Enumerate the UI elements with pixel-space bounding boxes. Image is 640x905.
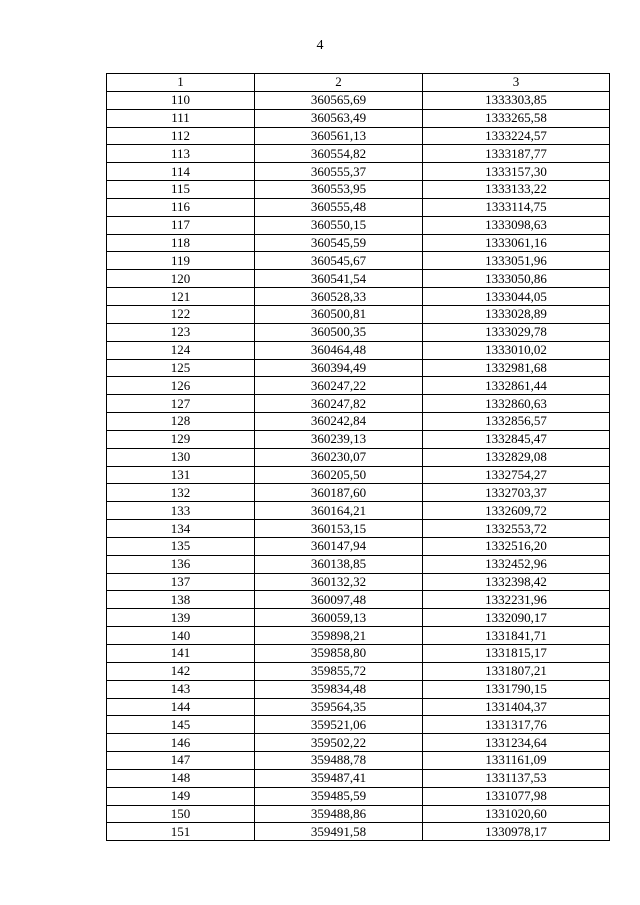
table-row [107, 502, 610, 520]
column-header-3: 3 [423, 74, 610, 92]
table-body [107, 91, 610, 840]
coordinate-x-cell: 360550,15 [255, 216, 423, 234]
table-row [107, 769, 610, 787]
coordinate-y-cell: 1331790,15 [423, 680, 610, 698]
coordinate-y-cell: 1332452,96 [423, 555, 610, 573]
coordinate-x-cell: 360545,67 [255, 252, 423, 270]
coordinate-x-cell: 360242,84 [255, 413, 423, 431]
coordinate-y-cell: 1332829,08 [423, 448, 610, 466]
table-row [107, 341, 610, 359]
point-number-cell: 144 [107, 698, 255, 716]
coordinate-x-cell: 360147,94 [255, 537, 423, 555]
table-row [107, 484, 610, 502]
coordinate-y-cell: 1331317,76 [423, 716, 610, 734]
table-row [107, 91, 610, 109]
coordinate-x-cell: 360205,50 [255, 466, 423, 484]
coordinate-y-cell: 1331815,17 [423, 645, 610, 663]
coordinate-x-cell: 360553,95 [255, 181, 423, 199]
point-number-cell: 125 [107, 359, 255, 377]
point-number-cell: 126 [107, 377, 255, 395]
coordinate-y-cell: 1332398,42 [423, 573, 610, 591]
coordinate-x-cell: 360554,82 [255, 145, 423, 163]
coordinate-y-cell: 1333050,86 [423, 270, 610, 288]
table-row [107, 734, 610, 752]
point-number-cell: 133 [107, 502, 255, 520]
coordinate-y-cell: 1332981,68 [423, 359, 610, 377]
coordinate-y-cell: 1332090,17 [423, 609, 610, 627]
coordinate-x-cell: 360541,54 [255, 270, 423, 288]
coordinate-x-cell: 360230,07 [255, 448, 423, 466]
coordinate-x-cell: 359487,41 [255, 769, 423, 787]
point-number-cell: 146 [107, 734, 255, 752]
table-row [107, 323, 610, 341]
point-number-cell: 141 [107, 645, 255, 663]
page-number: 4 [316, 38, 324, 53]
table-row [107, 216, 610, 234]
coordinate-y-cell: 1333061,16 [423, 234, 610, 252]
coordinate-x-cell: 360132,32 [255, 573, 423, 591]
point-number-cell: 115 [107, 181, 255, 199]
point-number-cell: 136 [107, 555, 255, 573]
table-row [107, 520, 610, 538]
point-number-cell: 145 [107, 716, 255, 734]
point-number-cell: 134 [107, 520, 255, 538]
point-number-cell: 119 [107, 252, 255, 270]
coordinate-x-cell: 360563,49 [255, 109, 423, 127]
table-row [107, 430, 610, 448]
coordinate-x-cell: 360164,21 [255, 502, 423, 520]
table-row [107, 555, 610, 573]
point-number-cell: 128 [107, 413, 255, 431]
table-row [107, 645, 610, 663]
coordinate-x-cell: 360187,60 [255, 484, 423, 502]
coordinate-x-cell: 360239,13 [255, 430, 423, 448]
coordinate-x-cell: 360153,15 [255, 520, 423, 538]
coordinate-x-cell: 360528,33 [255, 288, 423, 306]
point-number-cell: 120 [107, 270, 255, 288]
coordinate-y-cell: 1331161,09 [423, 752, 610, 770]
point-number-cell: 131 [107, 466, 255, 484]
table-row [107, 270, 610, 288]
table-row [107, 466, 610, 484]
coordinate-x-cell: 360247,82 [255, 395, 423, 413]
coordinate-y-cell: 1332553,72 [423, 520, 610, 538]
coordinate-y-cell: 1333010,02 [423, 341, 610, 359]
table-row [107, 609, 610, 627]
coordinates-table [106, 73, 610, 841]
coordinate-y-cell: 1333051,96 [423, 252, 610, 270]
coordinate-x-cell: 360138,85 [255, 555, 423, 573]
table-row [107, 448, 610, 466]
table-row [107, 537, 610, 555]
coordinate-y-cell: 1333028,89 [423, 305, 610, 323]
point-number-cell: 132 [107, 484, 255, 502]
point-number-cell: 127 [107, 395, 255, 413]
point-number-cell: 130 [107, 448, 255, 466]
point-number-cell: 139 [107, 609, 255, 627]
table-row [107, 109, 610, 127]
table-row [107, 377, 610, 395]
point-number-cell: 116 [107, 198, 255, 216]
coordinate-y-cell: 1332861,44 [423, 377, 610, 395]
table-header [107, 74, 610, 92]
point-number-cell: 124 [107, 341, 255, 359]
table-row [107, 181, 610, 199]
coordinate-x-cell: 360059,13 [255, 609, 423, 627]
coordinate-x-cell: 359564,35 [255, 698, 423, 716]
coordinate-y-cell: 1331137,53 [423, 769, 610, 787]
coordinate-x-cell: 360394,49 [255, 359, 423, 377]
coordinate-y-cell: 1332754,27 [423, 466, 610, 484]
table-row [107, 163, 610, 181]
point-number-cell: 143 [107, 680, 255, 698]
coordinate-y-cell: 1332845,47 [423, 430, 610, 448]
point-number-cell: 142 [107, 662, 255, 680]
point-number-cell: 150 [107, 805, 255, 823]
point-number-cell: 110 [107, 91, 255, 109]
coordinate-x-cell: 359488,78 [255, 752, 423, 770]
table-row [107, 359, 610, 377]
table-row [107, 413, 610, 431]
table-row [107, 787, 610, 805]
table-row [107, 573, 610, 591]
coordinate-y-cell: 1333157,30 [423, 163, 610, 181]
coordinate-x-cell: 359858,80 [255, 645, 423, 663]
coordinate-x-cell: 360565,69 [255, 91, 423, 109]
coordinate-y-cell: 1331404,37 [423, 698, 610, 716]
table-row [107, 627, 610, 645]
point-number-cell: 123 [107, 323, 255, 341]
coordinate-x-cell: 359502,22 [255, 734, 423, 752]
point-number-cell: 149 [107, 787, 255, 805]
point-number-cell: 113 [107, 145, 255, 163]
header-row [107, 74, 610, 92]
table-row [107, 680, 610, 698]
coordinate-y-cell: 1332231,96 [423, 591, 610, 609]
column-header-2: 2 [255, 74, 423, 92]
point-number-cell: 118 [107, 234, 255, 252]
coordinate-y-cell: 1332860,63 [423, 395, 610, 413]
point-number-cell: 114 [107, 163, 255, 181]
coordinate-x-cell: 359491,58 [255, 823, 423, 841]
table-row [107, 288, 610, 306]
coordinate-y-cell: 1333265,58 [423, 109, 610, 127]
table-row [107, 234, 610, 252]
coordinate-y-cell: 1333133,22 [423, 181, 610, 199]
coordinate-x-cell: 360097,48 [255, 591, 423, 609]
table-row [107, 198, 610, 216]
coordinate-y-cell: 1331807,21 [423, 662, 610, 680]
coordinate-x-cell: 359898,21 [255, 627, 423, 645]
coordinate-x-cell: 359855,72 [255, 662, 423, 680]
coordinate-y-cell: 1333114,75 [423, 198, 610, 216]
point-number-cell: 121 [107, 288, 255, 306]
table-row [107, 698, 610, 716]
table-row [107, 252, 610, 270]
point-number-cell: 111 [107, 109, 255, 127]
coordinate-y-cell: 1331234,64 [423, 734, 610, 752]
point-number-cell: 129 [107, 430, 255, 448]
coordinate-x-cell: 360555,48 [255, 198, 423, 216]
coordinate-y-cell: 1331020,60 [423, 805, 610, 823]
table-row [107, 662, 610, 680]
coordinate-y-cell: 1331841,71 [423, 627, 610, 645]
point-number-cell: 151 [107, 823, 255, 841]
coordinate-x-cell: 360555,37 [255, 163, 423, 181]
table-row [107, 305, 610, 323]
point-number-cell: 148 [107, 769, 255, 787]
coordinate-y-cell: 1332516,20 [423, 537, 610, 555]
coordinate-y-cell: 1331077,98 [423, 787, 610, 805]
point-number-cell: 122 [107, 305, 255, 323]
coordinate-x-cell: 359485,59 [255, 787, 423, 805]
point-number-cell: 135 [107, 537, 255, 555]
coordinate-y-cell: 1333303,85 [423, 91, 610, 109]
table-row [107, 145, 610, 163]
coordinate-y-cell: 1333187,77 [423, 145, 610, 163]
coordinate-y-cell: 1332856,57 [423, 413, 610, 431]
point-number-cell: 147 [107, 752, 255, 770]
point-number-cell: 138 [107, 591, 255, 609]
coordinate-y-cell: 1333224,57 [423, 127, 610, 145]
coordinate-x-cell: 360561,13 [255, 127, 423, 145]
coordinate-x-cell: 360500,35 [255, 323, 423, 341]
table-row [107, 127, 610, 145]
table-row [107, 395, 610, 413]
coordinate-y-cell: 1332703,37 [423, 484, 610, 502]
coordinate-y-cell: 1333098,63 [423, 216, 610, 234]
coordinate-x-cell: 359488,86 [255, 805, 423, 823]
coordinate-y-cell: 1333029,78 [423, 323, 610, 341]
coordinate-x-cell: 360464,48 [255, 341, 423, 359]
coordinate-x-cell: 360545,59 [255, 234, 423, 252]
point-number-cell: 140 [107, 627, 255, 645]
coordinate-y-cell: 1332609,72 [423, 502, 610, 520]
coordinate-y-cell: 1333044,05 [423, 288, 610, 306]
table-row [107, 752, 610, 770]
table-row [107, 591, 610, 609]
point-number-cell: 112 [107, 127, 255, 145]
column-header-1: 1 [107, 74, 255, 92]
table-row [107, 823, 610, 841]
point-number-cell: 117 [107, 216, 255, 234]
coordinate-x-cell: 360247,22 [255, 377, 423, 395]
table-row [107, 805, 610, 823]
coordinate-x-cell: 359521,06 [255, 716, 423, 734]
point-number-cell: 137 [107, 573, 255, 591]
coordinate-x-cell: 360500,81 [255, 305, 423, 323]
coordinate-y-cell: 1330978,17 [423, 823, 610, 841]
coordinate-x-cell: 359834,48 [255, 680, 423, 698]
table-row [107, 716, 610, 734]
